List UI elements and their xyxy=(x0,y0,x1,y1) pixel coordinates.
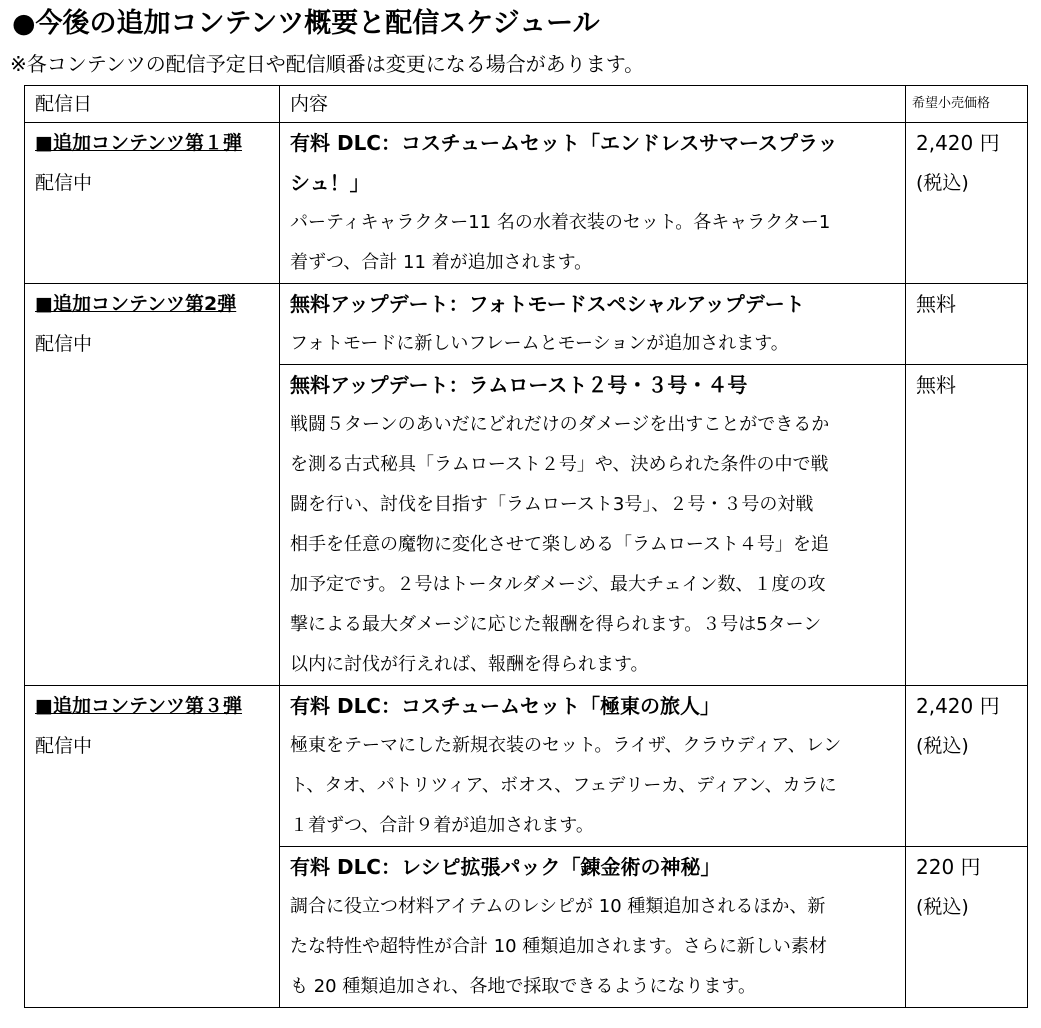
content-cell xyxy=(280,847,906,1008)
price-value: 2,420 円 xyxy=(916,694,1000,718)
phase-status: 配信中 xyxy=(35,735,93,757)
item-title: 有料 DLC：レシピ拡張パック「錬金術の神秘」 xyxy=(290,855,721,879)
item-title: 有料 DLC：コスチュームセット「極東の旅人」 xyxy=(290,694,720,718)
header-date: 配信日 xyxy=(25,86,280,123)
price-tax-note: (税込) xyxy=(916,172,969,194)
item-title: シュ！」 xyxy=(290,171,370,195)
item-description: 相手を任意の魔物に変化させて楽しめる「ラムロースト４号」を追 xyxy=(290,534,829,555)
table-header-row xyxy=(25,86,1028,123)
phase-status: 配信中 xyxy=(35,172,93,194)
item-description: ト、タオ、パトリツィア、ボオス、フェデリーカ、ディアン、カラに xyxy=(290,775,837,796)
schedule-table xyxy=(24,85,1028,1008)
table-row xyxy=(25,123,1028,284)
price-tax-note: (税込) xyxy=(916,735,969,757)
item-description: 撃による最大ダメージに応じた報酬を得られます。３号は5ターン xyxy=(290,614,822,635)
content-cell xyxy=(280,284,906,365)
item-description: も 20 種類追加され、各地で採取できるようになります。 xyxy=(290,976,756,997)
price-value: 無料 xyxy=(916,373,956,397)
phase-label: ■追加コンテンツ第１弾 xyxy=(35,132,243,154)
item-description: 以内に討伐が行えれば、報酬を得られます。 xyxy=(290,654,649,675)
header-price: 希望小売価格 xyxy=(906,86,1028,123)
price-cell xyxy=(906,284,1028,365)
item-description: １着ずつ、合計９着が追加されます。 xyxy=(290,815,594,836)
phase-status: 配信中 xyxy=(35,333,93,355)
item-description: フォトモードに新しいフレームとモーションが追加されます。 xyxy=(290,333,789,354)
price-cell xyxy=(906,686,1028,847)
table-row xyxy=(25,284,1028,365)
schedule-note: ※各コンテンツの配信予定日や配信順番は変更になる場合があります。 xyxy=(10,52,645,76)
price-cell xyxy=(906,123,1028,284)
table-row xyxy=(25,686,1028,847)
item-title: 無料アップデート：フォトモードスペシャルアップデート xyxy=(290,292,805,316)
item-title: 有料 DLC：コスチュームセット「エンドレスサマースプラッ xyxy=(290,131,838,155)
header-content: 内容 xyxy=(280,86,906,123)
phase-cell xyxy=(25,686,280,1008)
item-description: 加予定です。２号はトータルダメージ、最大チェイン数、１度の攻 xyxy=(290,574,826,595)
item-description: を測る古式秘具「ラムロースト２号」や、決められた条件の中で戦 xyxy=(290,454,829,475)
page-title: ●今後の追加コンテンツ概要と配信スケジュール xyxy=(12,8,600,39)
phase-label: ■追加コンテンツ第2弾 xyxy=(35,293,237,315)
item-description: 極東をテーマにした新規衣装のセット。ライザ、クラウディア、レン xyxy=(290,735,842,756)
price-tax-note: (税込) xyxy=(916,896,969,918)
price-cell xyxy=(906,847,1028,1008)
phase-label: ■追加コンテンツ第３弾 xyxy=(35,695,243,717)
item-description: 調合に役立つ材料アイテムのレシピが 10 種類追加されるほか、新 xyxy=(290,896,826,917)
price-cell xyxy=(906,365,1028,686)
phase-cell xyxy=(25,284,280,686)
price-value: 無料 xyxy=(916,292,956,316)
item-description: たな特性や超特性が合計 10 種類追加されます。さらに新しい素材 xyxy=(290,936,827,957)
item-description: 着ずつ、合計 11 着が追加されます。 xyxy=(290,252,593,273)
phase-cell xyxy=(25,123,280,284)
content-cell xyxy=(280,686,906,847)
price-value: 220 円 xyxy=(916,855,981,879)
item-title: 無料アップデート：ラムロースト２号・３号・４号 xyxy=(290,373,748,397)
item-description: 戦闘５ターンのあいだにどれだけのダメージを出すことができるか xyxy=(290,414,830,435)
content-cell xyxy=(280,365,906,686)
item-description: パーティキャラクター11 名の水着衣装のセット。各キャラクター1 xyxy=(290,212,831,233)
content-cell xyxy=(280,123,906,284)
price-value: 2,420 円 xyxy=(916,131,1000,155)
item-description: 闘を行い、討伐を目指す「ラムロースト3号」、２号・３号の対戦 xyxy=(290,494,814,515)
